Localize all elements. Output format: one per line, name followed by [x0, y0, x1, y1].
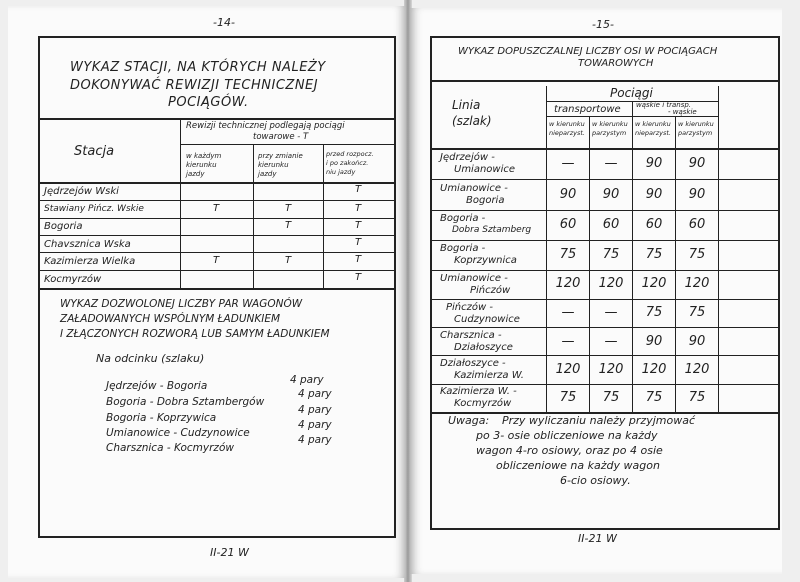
table-row-line: [38, 270, 394, 271]
axle-count: 75: [688, 247, 706, 262]
table-header-bottom: [38, 182, 394, 184]
axle-count: 90: [602, 187, 620, 202]
axle-count: 120: [684, 362, 710, 377]
table-row-line: [430, 299, 778, 300]
section2-title-line-2: ZAŁADOWANYCH WSPÓLNYM ŁADUNKIEM: [60, 313, 281, 325]
direction-subheader: w kierunku: [549, 120, 585, 128]
station-name: Chavsznica Wska: [44, 239, 131, 250]
station-name: Jędrzejów Wski: [44, 186, 119, 197]
axle-count: 90: [688, 187, 706, 202]
axle-count: 60: [645, 217, 663, 232]
mark-direction-change: T: [284, 255, 292, 266]
station-name: Kocmyrzów: [44, 274, 102, 285]
axle-count: 75: [559, 247, 577, 262]
line-column-header: Linia: [452, 98, 481, 112]
col-header-start-end: niu jazdy: [326, 168, 356, 176]
route-name: Kazimierza W.: [454, 370, 524, 381]
table-row-line: [430, 210, 778, 211]
axle-count: 75: [645, 390, 663, 405]
section2-subtitle: Na odcinku (szlaku): [96, 352, 205, 365]
table-row-line: [430, 327, 778, 328]
direction-subheader: w kierunku: [635, 120, 671, 128]
mark-start-end: T: [354, 272, 362, 283]
col-header-start-end: przed rozpocz.: [326, 150, 374, 158]
route-name: Umianowice - Cudzynowice: [106, 427, 250, 439]
table-bottom-line: [38, 288, 394, 290]
col-header-each-direction: kierunku: [186, 161, 217, 169]
col-header-direction-change: kierunku: [258, 161, 289, 169]
mark-start-end: T: [354, 220, 362, 231]
axle-count: 120: [641, 362, 667, 377]
col-header-each-direction: jazdy: [186, 170, 205, 178]
table-row-line: [430, 179, 778, 180]
mark-direction-change: T: [284, 220, 292, 231]
axle-count: —: [561, 305, 575, 320]
axle-count: 75: [602, 247, 620, 262]
transport-header: transportowe: [554, 104, 621, 115]
table-row-line: [38, 252, 394, 253]
direction-subheader: parzystym: [592, 129, 627, 137]
axle-count: 75: [645, 305, 663, 320]
right-page: [410, 8, 782, 574]
axle-count: 120: [598, 362, 624, 377]
route-name: Koprzywnica: [454, 255, 517, 266]
left-page: [8, 6, 406, 578]
axle-count: 120: [641, 276, 667, 291]
col-header-start-end: i po zakończ.: [326, 159, 369, 167]
left-footer-code: II-21 W: [210, 546, 249, 559]
route-name: Bogoria -: [440, 213, 486, 224]
axle-count: —: [561, 334, 575, 349]
axle-count: 90: [688, 334, 706, 349]
table-row-line: [38, 200, 394, 201]
axle-count: 120: [555, 276, 581, 291]
left-page-number: -14-: [213, 16, 235, 29]
right-footer-code: II-21 W: [578, 532, 617, 545]
table-row-line: [430, 270, 778, 271]
note-line: 6-cio osiowy.: [560, 474, 631, 487]
pair-count: 4 pary: [298, 404, 332, 416]
station-name: Kazimierza Wielka: [44, 256, 136, 267]
route-name: Pińczów: [470, 285, 511, 296]
route-name: Bogoria - Koprzywica: [106, 412, 217, 424]
direction-subheader: nieparzyst.: [549, 129, 585, 137]
narrow-gauge-header: - wąskie: [668, 108, 697, 116]
route-name: Umianowice -: [440, 273, 508, 284]
station-name: Bogoria: [44, 221, 83, 232]
axle-count: 120: [598, 276, 624, 291]
pair-count: 4 pary: [290, 374, 324, 386]
axle-count: 120: [555, 362, 581, 377]
note-line: obliczeniowe na każdy wagon: [496, 459, 660, 472]
route-name: Umianowice -: [440, 183, 508, 194]
note-line: Przy wyliczaniu należy przyjmować: [502, 414, 696, 427]
route-name: Umianowice: [454, 164, 516, 175]
route-name: Bogoria - Dobra Sztambergów: [106, 396, 265, 408]
route-name: Jędrzejów -: [440, 152, 495, 163]
inspection-group-header: towarowe - T: [253, 132, 309, 142]
axle-count: 90: [645, 334, 663, 349]
route-name: Kocmyrzów: [454, 398, 512, 409]
station-column-header: Stacja: [74, 144, 115, 159]
axle-count: 75: [645, 247, 663, 262]
mark-start-end: T: [354, 237, 362, 248]
axle-count: 75: [688, 305, 706, 320]
axle-count: 90: [645, 156, 663, 171]
axle-count: 60: [688, 217, 706, 232]
mark-start-end: T: [354, 184, 362, 195]
table-row-line: [430, 384, 778, 385]
direction-subheader: w kierunku: [592, 120, 628, 128]
table-divider: [323, 144, 324, 288]
pair-count: 4 pary: [298, 434, 332, 446]
axle-count: 120: [684, 276, 710, 291]
axle-count: 90: [645, 187, 663, 202]
table-row-line: [38, 235, 394, 236]
left-title-line-1: WYKAZ STACJI, NA KTÓRYCH NALEŻY: [70, 60, 326, 75]
table-top-line: [430, 80, 778, 82]
table-row-line: [38, 218, 394, 219]
direction-subheader: w kierunku: [678, 120, 714, 128]
col-header-each-direction: w każdym: [186, 152, 222, 160]
left-title-line-2: DOKONYWAĆ REWIZJI TECHNICZNEJ: [70, 78, 319, 93]
col-header-direction-change: jazdy: [258, 170, 277, 178]
axle-count: —: [604, 334, 618, 349]
table-divider: [180, 144, 394, 145]
axle-count: 75: [688, 390, 706, 405]
axle-count: 60: [602, 217, 620, 232]
table-divider: [546, 116, 718, 117]
table-row-line: [430, 240, 778, 241]
inspection-group-header: Rewizji technicznej podlegają pociągi: [186, 121, 345, 131]
section2-title-line-1: WYKAZ DOZWOLONEJ LICZBY PAR WAGONÓW: [60, 298, 303, 310]
note-label: Uwaga:: [448, 414, 490, 427]
right-page-number: -15-: [592, 18, 614, 31]
route-name: Bogoria -: [440, 243, 486, 254]
note-line: po 3- osie obliczeniowe na każdy: [476, 429, 658, 442]
route-name: Działoszyce: [454, 342, 513, 353]
route-name: Charsznica -: [440, 330, 502, 341]
axle-count: —: [604, 305, 618, 320]
table-top-line: [38, 118, 394, 120]
axle-count: 90: [559, 187, 577, 202]
narrow-gauge-header: wąskie i transp.: [636, 101, 692, 109]
axle-count: 75: [559, 390, 577, 405]
mark-start-end: T: [354, 203, 362, 214]
axle-count: 90: [688, 156, 706, 171]
line-column-header: (szlak): [452, 114, 492, 128]
table-row-line: [430, 355, 778, 356]
mark-each-direction: T: [212, 255, 220, 266]
mark-direction-change: T: [284, 203, 292, 214]
route-name: Dobra Sztamberg: [452, 225, 532, 235]
col-header-direction-change: przy zmianie: [258, 152, 303, 160]
axle-count: 60: [559, 217, 577, 232]
route-name: Cudzynowice: [454, 314, 520, 325]
pair-count: 4 pary: [298, 419, 332, 431]
axle-count: —: [604, 156, 618, 171]
table-divider: [253, 144, 254, 288]
route-name: Pińczów -: [446, 302, 493, 313]
left-page-frame: [38, 36, 396, 538]
axle-count: —: [561, 156, 575, 171]
trains-group-header: Pociągi: [610, 86, 653, 100]
left-title-line-3: POCIĄGÓW.: [168, 95, 249, 110]
route-name: Charsznica - Kocmyrzów: [106, 442, 234, 454]
direction-subheader: nieparzyst.: [635, 129, 671, 137]
route-name: Działoszyce -: [440, 358, 506, 369]
right-title-line-2: TOWAROWYCH: [578, 58, 654, 69]
mark-start-end: T: [354, 254, 362, 265]
note-line: wagon 4-ro osiowy, oraz po 4 osie: [476, 444, 663, 457]
route-name: Bogoria: [466, 195, 505, 206]
axle-count: 75: [602, 390, 620, 405]
section2-title-line-3: I ZŁĄCZONYCH ROZWORĄ LUB SAMYM ŁADUNKIEM: [60, 328, 330, 340]
table-header-bottom: [430, 148, 778, 150]
right-title-line-1: WYKAZ DOPUSZCZALNEJ LICZBY OSI W POCIĄGACH: [458, 46, 718, 57]
direction-subheader: parzystym: [678, 129, 713, 137]
station-name: Stawiany Pińcz. Wskie: [44, 204, 144, 214]
mark-each-direction: T: [212, 203, 220, 214]
route-name: Jędrzejów - Bogoria: [106, 380, 208, 392]
pair-count: 4 pary: [298, 388, 332, 400]
route-name: Kazimierza W. -: [440, 386, 517, 397]
